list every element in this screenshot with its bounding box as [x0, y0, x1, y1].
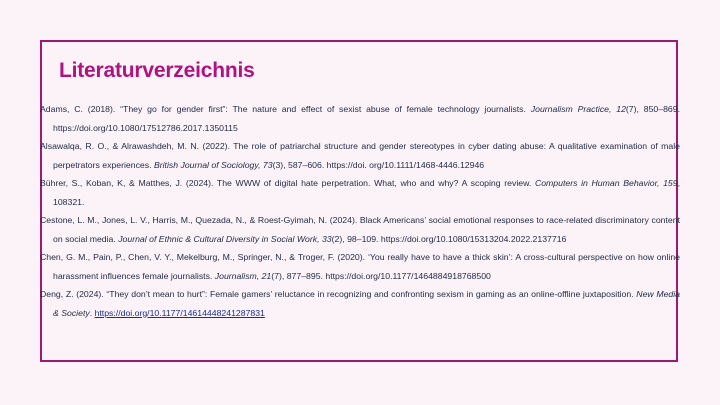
- journal-name: Journalism, 21: [214, 270, 272, 281]
- journal-name: Journal of Ethnic & Cultural Diversity in Social Work, 33: [118, 233, 332, 244]
- journal-name: Journalism Practice, 12: [530, 104, 626, 114]
- reference-item: Bührer, S., Koban, K, & Matthes, J. (2024). The WWW of digital hate perpetration. What, who and why? A scoping review. Computers in Human Behavior, 159, 108321.: [40, 178, 680, 207]
- doi-link[interactable]: https://doi.org/10.1177/14614448241287831: [94, 307, 265, 318]
- slide-title: Literaturverzeichnis: [59, 59, 255, 82]
- reference-item: Cestone, L. M., Jones, L. V., Harris, M., Quezada, N., & Roest-Gyimah, N. (2024). Black Americans’ social emotional responses to race-related discriminatory content on social media. Journal of Ethnic & Cultural Diversity in Social Work, 33(2), 98–109. https://doi.org/10.1080/15313204.2022.2137716: [40, 215, 680, 244]
- reference-item: Alsawalqa, R. O., & Alrawashdeh, M. N. (2022). The role of patriarchal structure and gender stereotypes in cyber dating abuse: A qualitative examination of male perpetrators experiences. British Journal of Sociology, 73(3), 587–606. https://doi. org/10.1111/1468-4446.12946: [40, 141, 680, 170]
- reference-item: Chen, G. M., Pain, P., Chen, V. Y., Mekelburg, M., Springer, N., & Troger, F. (2020). ‘You really have to have a thick skin’: A cross-cultural perspective on how online harassment influences female journalists. Journalism, 21(7), 877–895. https://doi.org/10.1177/1464884918768500: [40, 252, 680, 281]
- reference-item: Deng, Z. (2024). “They don’t mean to hurt”: Female gamers’ reluctance in recognizing and confronting sexism in gaming as an online-offline juxtaposition. New Media & Society. https://doi.org/10.1177/14614448241287831: [40, 289, 680, 318]
- journal-name: New Media & Society: [53, 289, 680, 318]
- journal-name: British Journal of Sociology, 73: [153, 159, 273, 170]
- reference-list: [40, 100, 680, 322]
- journal-name: Computers in Human Behavior, 159: [534, 178, 678, 188]
- reference-item: Adams, C. (2018). “They go for gender first”: The nature and effect of sexist abuse of female technology journalists. Journalism Practice, 12(7), 850–869. https://doi.org/10.1080/17512786.2017.1350115: [40, 104, 680, 133]
